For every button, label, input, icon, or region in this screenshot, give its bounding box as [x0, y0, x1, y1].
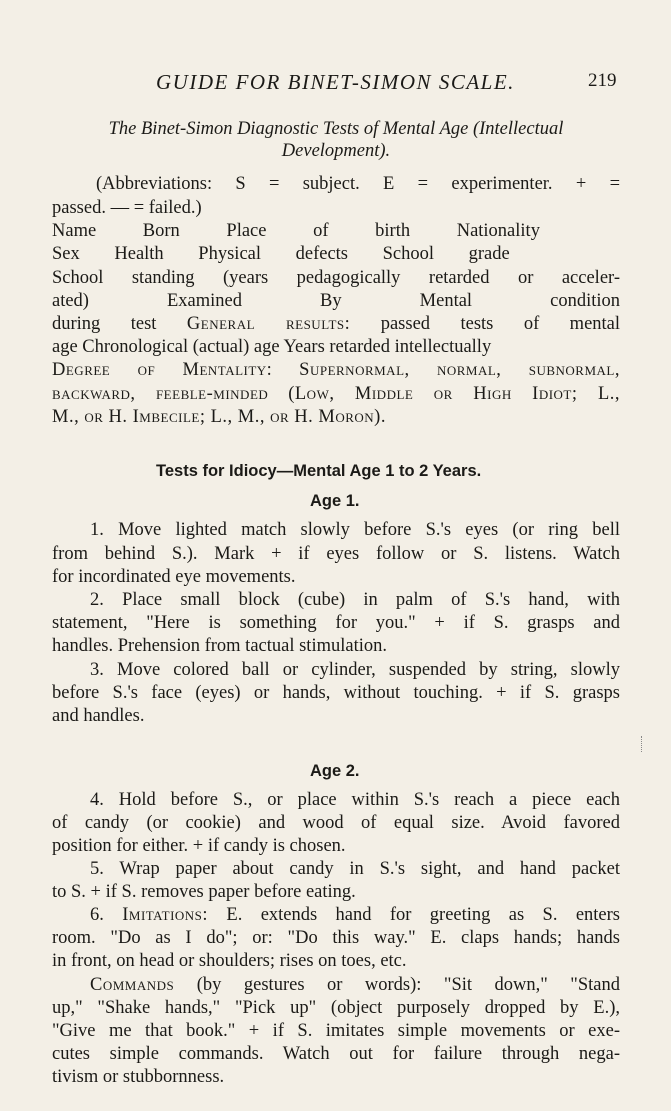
- title-line-2: Development).: [281, 141, 391, 161]
- form-line-text: during test: [52, 314, 157, 334]
- test-line: to S. + if S. removes paper before eating.: [52, 882, 356, 902]
- form-line-text: (Low, Middle or High Idiot; L.,: [288, 384, 620, 404]
- form-line: [52, 384, 620, 405]
- test-line: 1. Move lighted match slowly before S.'s eyes (or ring bell: [90, 520, 620, 540]
- test-line: 3. Move colored ball or cylinder, suspended by string, slowly: [90, 660, 620, 680]
- test-number: 6.: [90, 905, 104, 925]
- test-line: and handles.: [52, 706, 145, 726]
- degree-of-mentality-label: Degree of Mentality:: [52, 360, 273, 380]
- test-line: 5. Wrap paper about candy in S.'s sight, and hand packet: [90, 859, 620, 879]
- test-line: "Give me that book." + if S. imitates simple movements or exe-: [52, 1021, 620, 1041]
- form-line: School standing (years pedagogically retarded or acceler-: [52, 268, 620, 288]
- form-line: [52, 221, 580, 242]
- title-line-1: The Binet-Simon Diagnostic Tests of Mental Age (Intellectual: [108, 119, 564, 139]
- test-line: up," "Shake hands," "Pick up" (object purposely dropped by E.),: [52, 998, 620, 1018]
- page-number: 219: [588, 70, 617, 91]
- age-1-heading: Age 1.: [310, 492, 360, 510]
- test-line: tivism or stubbornness.: [52, 1067, 225, 1087]
- form-line: (Abbreviations: S = subject. E = experimenter. + =: [96, 174, 620, 194]
- form-line: age Chronological (actual) age Years retarded intellectually: [52, 337, 492, 357]
- test-line: room. "Do as I do"; or: "Do this way." E. claps hands; hands: [52, 928, 620, 948]
- form-line-text: Name Born Place of birth Nationality: [52, 221, 540, 241]
- test-line: position for either. + if candy is chosen.: [52, 836, 346, 856]
- test-line: statement, "Here is something for you." + if S. grasps and: [52, 613, 620, 633]
- test-line: 2. Place small block (cube) in palm of S.'s hand, with: [90, 590, 620, 610]
- test-line: cutes simple commands. Watch out for failure through nega-: [52, 1044, 620, 1064]
- form-line: Sex Health Physical defects School grade: [52, 244, 510, 264]
- section-title: Tests for Idiocy—Mental Age 1 to 2 Years.: [156, 462, 482, 480]
- test-line: in front, on head or shoulders; rises on toes, etc.: [52, 951, 407, 971]
- test-line: [90, 975, 620, 996]
- running-header: GUIDE FOR BINET-SIMON SCALE.: [156, 70, 515, 94]
- form-line: [52, 314, 620, 335]
- test-line: of candy (or cookie) and wood of equal size. Avoid favored: [52, 813, 620, 833]
- form-line: M., or H. Imbecile; L., M., or H. Moron).: [52, 407, 386, 427]
- form-line-text: Supernormal, normal, subnormal,: [299, 360, 620, 380]
- age-2-heading: Age 2.: [310, 762, 360, 780]
- page-mark: [641, 736, 644, 752]
- form-line: [52, 360, 620, 381]
- form-line-text: backward, feeble-minded: [52, 384, 269, 404]
- test-line: before S.'s face (eyes) or hands, without touching. + if S. grasps: [52, 683, 620, 703]
- form-line: ated) Examined By Mental condition: [52, 291, 620, 311]
- document-title: [52, 118, 620, 162]
- test-line: for incordinated eye movements.: [52, 567, 296, 587]
- test-text: (by gestures or words): "Sit down," "Stand: [196, 975, 620, 995]
- form-line: passed. — = failed.): [52, 198, 202, 218]
- test-line: 4. Hold before S., or place within S.'s reach a piece each: [90, 790, 620, 810]
- test-line: handles. Prehension from tactual stimulation.: [52, 636, 387, 656]
- commands-label: Commands: [90, 975, 175, 995]
- test-line: [90, 905, 620, 926]
- form-line-text: passed tests of mental: [380, 314, 621, 334]
- general-results-label: General results:: [186, 314, 351, 334]
- test-line: from behind S.). Mark + if eyes follow or S. listens. Watch: [52, 544, 620, 564]
- test-text: E. extends hand for greeting as S. enters: [226, 905, 620, 925]
- imitations-label: Imitations:: [122, 905, 209, 925]
